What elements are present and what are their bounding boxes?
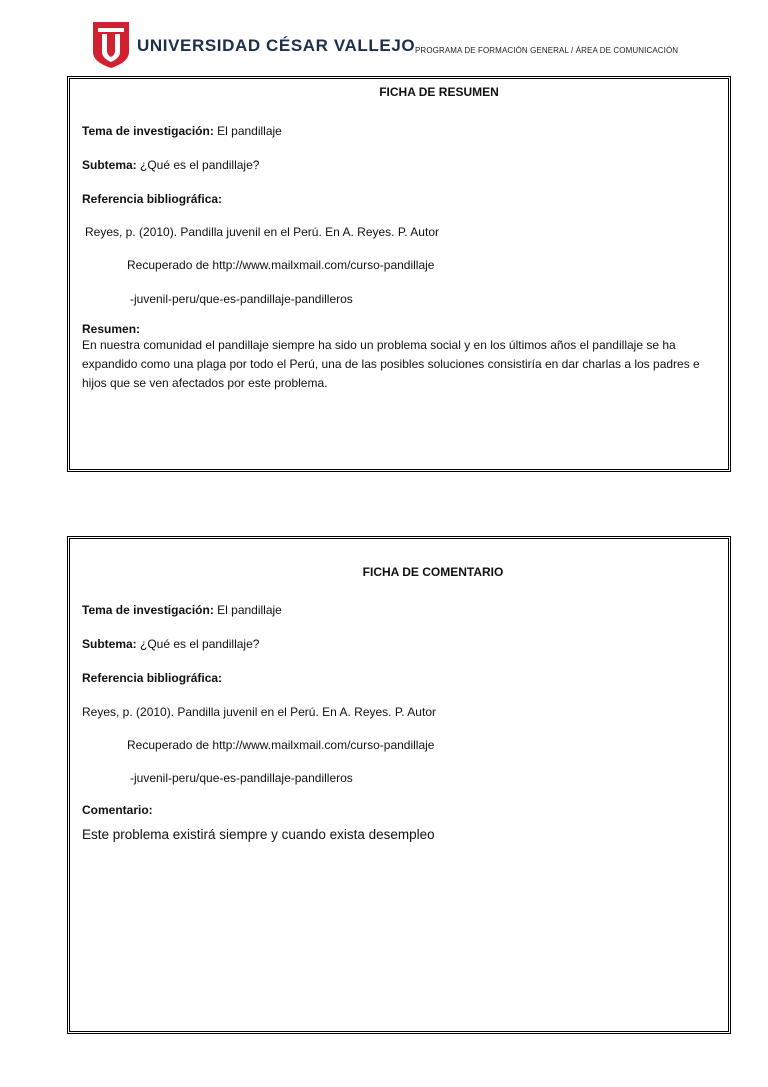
tema-label: Tema de investigación: (82, 124, 214, 138)
tema-value: El pandillaje (213, 603, 282, 617)
ficha-comentario-card (67, 536, 731, 1034)
referencia-label-text: Referencia bibliográfica: (82, 192, 223, 206)
subtema-line (82, 637, 259, 651)
comentario-text: Este problema existirá siempre y cuando exista desempleo (82, 827, 435, 842)
tema-line (82, 603, 282, 617)
tema-line (82, 124, 282, 138)
subtema-value: ¿Qué es el pandillaje? (136, 637, 260, 651)
referencia-line-2: Recuperado de http://www.mailxmail.com/curso-pandillaje (127, 258, 435, 272)
resumen-label: Resumen: (82, 322, 141, 336)
resumen-section (82, 322, 722, 393)
referencia-line-2: Recuperado de http://www.mailxmail.com/curso-pandillaje (127, 738, 435, 752)
subtema-line (82, 158, 259, 172)
resumen-text: En nuestra comunidad el pandillaje siempre ha sido un problema social y en los últimos años el pandillaje se ha expandido como una plaga por todo el Perú, una de las posibles soluciones consistiría en dar charlas a los padres e hijos que se ven afectados por este problema. (82, 338, 700, 390)
tema-value: El pandillaje (213, 124, 282, 138)
referencia-line-3: -juvenil-peru/que-es-pandillaje-pandilleros (130, 771, 353, 785)
referencia-line-3: -juvenil-peru/que-es-pandillaje-pandilleros (130, 292, 353, 306)
card-title: FICHA DE RESUMEN (379, 85, 499, 99)
tema-label: Tema de investigación: (82, 603, 214, 617)
subtema-label: Subtema: (82, 158, 137, 172)
referencia-label (82, 671, 222, 685)
subtema-value: ¿Qué es el pandillaje? (136, 158, 260, 172)
university-name: UNIVERSIDAD CÉSAR VALLEJO (137, 36, 416, 55)
comentario-label-text: Comentario: (82, 803, 153, 817)
card-title: FICHA DE COMENTARIO (362, 565, 504, 579)
ficha-resumen-card (67, 76, 731, 472)
referencia-label (82, 192, 222, 206)
comentario-label (82, 803, 153, 817)
page-header (0, 0, 768, 75)
referencia-label-text: Referencia bibliográfica: (82, 671, 223, 685)
referencia-line-1: Reyes, p. (2010). Pandilla juvenil en el Perú. En A. Reyes. P. Autor (85, 225, 439, 239)
subtema-label: Subtema: (82, 637, 137, 651)
referencia-line-1: Reyes, p. (2010). Pandilla juvenil en el Perú. En A. Reyes. P. Autor (82, 705, 436, 719)
university-logo-icon (93, 22, 129, 68)
program-name: PROGRAMA DE FORMACIÓN GENERAL / ÁREA DE COMUNICACIÓN (415, 46, 679, 55)
